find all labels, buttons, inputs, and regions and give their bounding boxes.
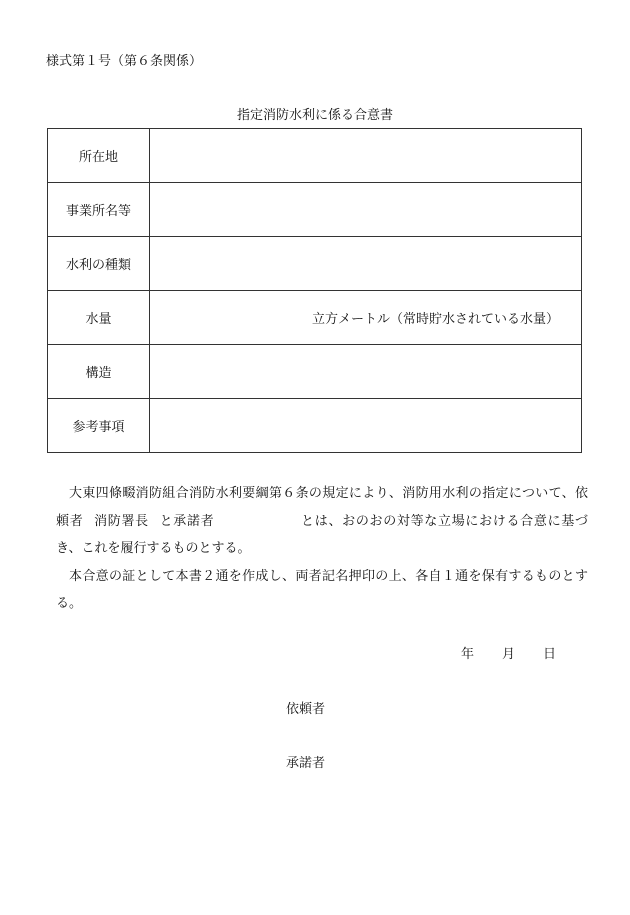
document-title: 指定消防水利に係る合意書 [236, 108, 393, 123]
agreement-table [47, 128, 582, 453]
table-row [48, 345, 582, 399]
paragraph-proof: 本合意の証として本書２通を作成し、両者記名押印の上、各自１通を保有するものとする。 [56, 568, 588, 611]
acceptor-signature-label: 承諾者 [286, 756, 326, 771]
row-label-business-name: 事業所名等 [48, 183, 150, 237]
table-row [48, 183, 582, 237]
paragraph-agreement [56, 480, 588, 563]
agreement-text-part1: 大東四條畷消防組合消防水利要綱第６条の規定により、消防用水利の指定について、依頼者 [56, 486, 588, 529]
table-row [48, 129, 582, 183]
form-number: 様式第１号（第６条関係） [46, 54, 203, 69]
table-row [48, 291, 582, 345]
agreement-body [56, 480, 588, 618]
row-value-structure [150, 345, 582, 399]
row-value-location [150, 129, 582, 183]
date-month: 月 [502, 647, 516, 662]
row-value-reference [150, 399, 582, 453]
row-value-business-name [150, 183, 582, 237]
row-label-reference: 参考事項 [48, 399, 150, 453]
table-row [48, 237, 582, 291]
row-value-water-volume: 立方メートル（常時貯水されている水量） [150, 291, 582, 345]
row-value-water-type [150, 237, 582, 291]
row-label-location: 所在地 [48, 129, 150, 183]
agreement-text-part2: と承諾者 [158, 513, 215, 529]
requester-name: 消防署長 [93, 513, 149, 529]
agreement-text-part3: とは、おのおの対等な立場における合意に基づき、これを履行するものとする。 [56, 513, 588, 556]
date-day: 日 [543, 647, 557, 662]
row-label-water-type: 水利の種類 [48, 237, 150, 291]
row-label-structure: 構造 [48, 345, 150, 399]
table-row [48, 399, 582, 453]
date-year: 年 [461, 647, 475, 662]
row-label-water-volume: 水量 [48, 291, 150, 345]
requester-signature-label: 依頼者 [286, 702, 326, 717]
